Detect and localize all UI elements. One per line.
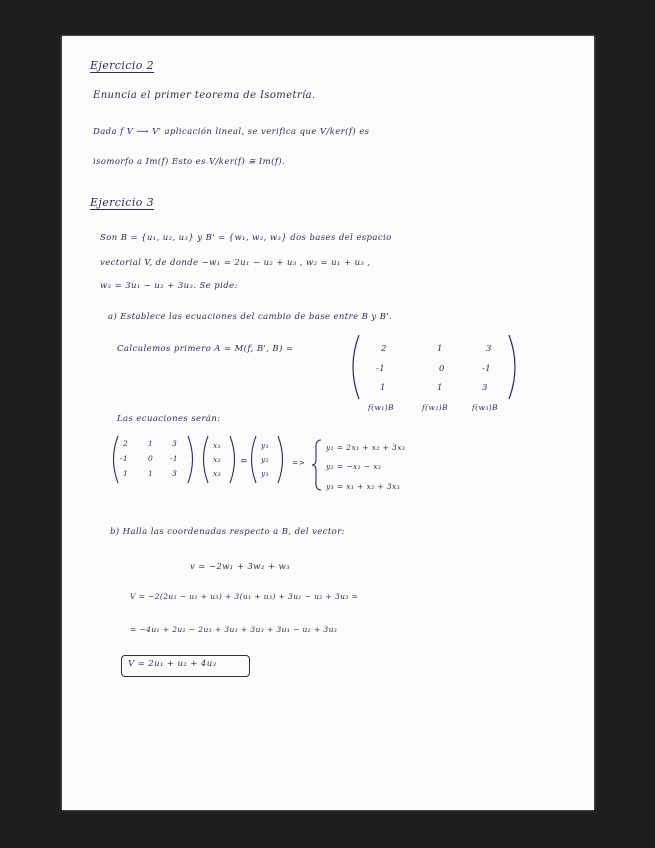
equations-intro: Las ecuaciones serán: <box>117 414 221 424</box>
y-component: y₁ <box>261 441 270 450</box>
exercise-2-line-2: isomorfo a Im(f) Esto es V/ker(f) ≅ Im(f). <box>93 157 286 167</box>
exercise-2-heading: Ejercicio 2 <box>90 59 155 72</box>
part-b-statement: b) Halla las coordenadas respecto a B, del vector: <box>110 527 345 537</box>
matrix-a-cell: -1 <box>482 364 492 374</box>
matrix-a-cell: 3 <box>482 383 488 393</box>
matrix-a-cell: 3 <box>486 344 492 354</box>
matrix-a-cell: 1 <box>437 344 443 354</box>
coefficient-cell: 1 <box>148 439 154 448</box>
exercise-2-line-1: Dada f V ⟶ V' aplicación lineal, se verifica que V/ker(f) es <box>93 127 370 137</box>
part-a-statement: a) Establece las ecuaciones del cambio de base entre B y B'. <box>108 312 393 322</box>
matrix-a-cell: 1 <box>380 383 386 393</box>
matrix-a-brackets <box>345 332 525 402</box>
x-component: x₁ <box>213 441 222 450</box>
result-text: V = 2u₁ + u₂ + 4u₃ <box>128 659 217 669</box>
matrix-a-cell: 0 <box>439 364 445 374</box>
computation-step-2: = −4u₁ + 2u₂ − 2u₃ + 3u₁ + 3u₃ + 3u₁ − u₂ + 3u₃ <box>130 625 338 634</box>
coefficient-cell: 2 <box>123 439 129 448</box>
equation-1: y₁ = 2x₁ + x₂ + 3x₃ <box>326 443 406 452</box>
equation-3: y₃ = x₁ + x₂ + 3x₃ <box>326 482 401 491</box>
coefficient-cell: -1 <box>170 454 179 463</box>
coefficient-cell: 3 <box>172 439 178 448</box>
matrix-equation-brackets <box>108 433 308 488</box>
coefficient-cell: 1 <box>148 469 154 478</box>
computation-step-1: V = −2(2u₁ − u₂ + u₃) + 3(u₁ + u₃) + 3u₁ − u₂ + 3u₃ = <box>130 592 359 601</box>
exercise-3-line-3: w₃ = 3u₁ − u₂ + 3u₃. Se pide: <box>100 281 238 291</box>
x-component: x₃ <box>213 469 222 478</box>
coefficient-cell: 3 <box>172 469 178 478</box>
matrix-a-cell: -1 <box>376 364 386 374</box>
column-label: f(w₁)B <box>368 403 394 412</box>
column-label: f(w₂)B <box>422 403 448 412</box>
implies-arrow: => <box>292 458 306 467</box>
matrix-a-cell: 1 <box>437 383 443 393</box>
exercise-3-line-1: Son B = {u₁, u₂, u₃} y B' = {w₁, w₂, w₃} dos bases del espacio <box>100 233 392 243</box>
coefficient-cell: -1 <box>120 454 129 463</box>
calculation-intro: Calculemos primero A = M(f, B', B) = <box>117 344 294 354</box>
system-brace <box>310 438 324 492</box>
x-component: x₂ <box>213 455 222 464</box>
exercise-2-statement: Enuncia el primer teorema de Isometría. <box>93 90 316 101</box>
equation-2: y₂ = −x₁ − x₃ <box>326 462 382 471</box>
matrix-a-cell: 2 <box>381 344 387 354</box>
exercise-3-heading: Ejercicio 3 <box>90 196 155 209</box>
y-component: y₂ <box>261 455 270 464</box>
column-label: f(w₃)B <box>472 403 498 412</box>
svg-text:=: = <box>240 457 248 467</box>
coefficient-cell: 1 <box>123 469 129 478</box>
y-component: y₃ <box>261 469 270 478</box>
coefficient-cell: 0 <box>148 454 154 463</box>
exercise-3-line-2: vectorial V, de donde −w₁ = 2u₁ − u₂ + u₃ , w₂ = u₁ + u₃ , <box>100 258 371 268</box>
vector-definition: v = −2w₁ + 3w₂ + w₃ <box>190 562 290 572</box>
